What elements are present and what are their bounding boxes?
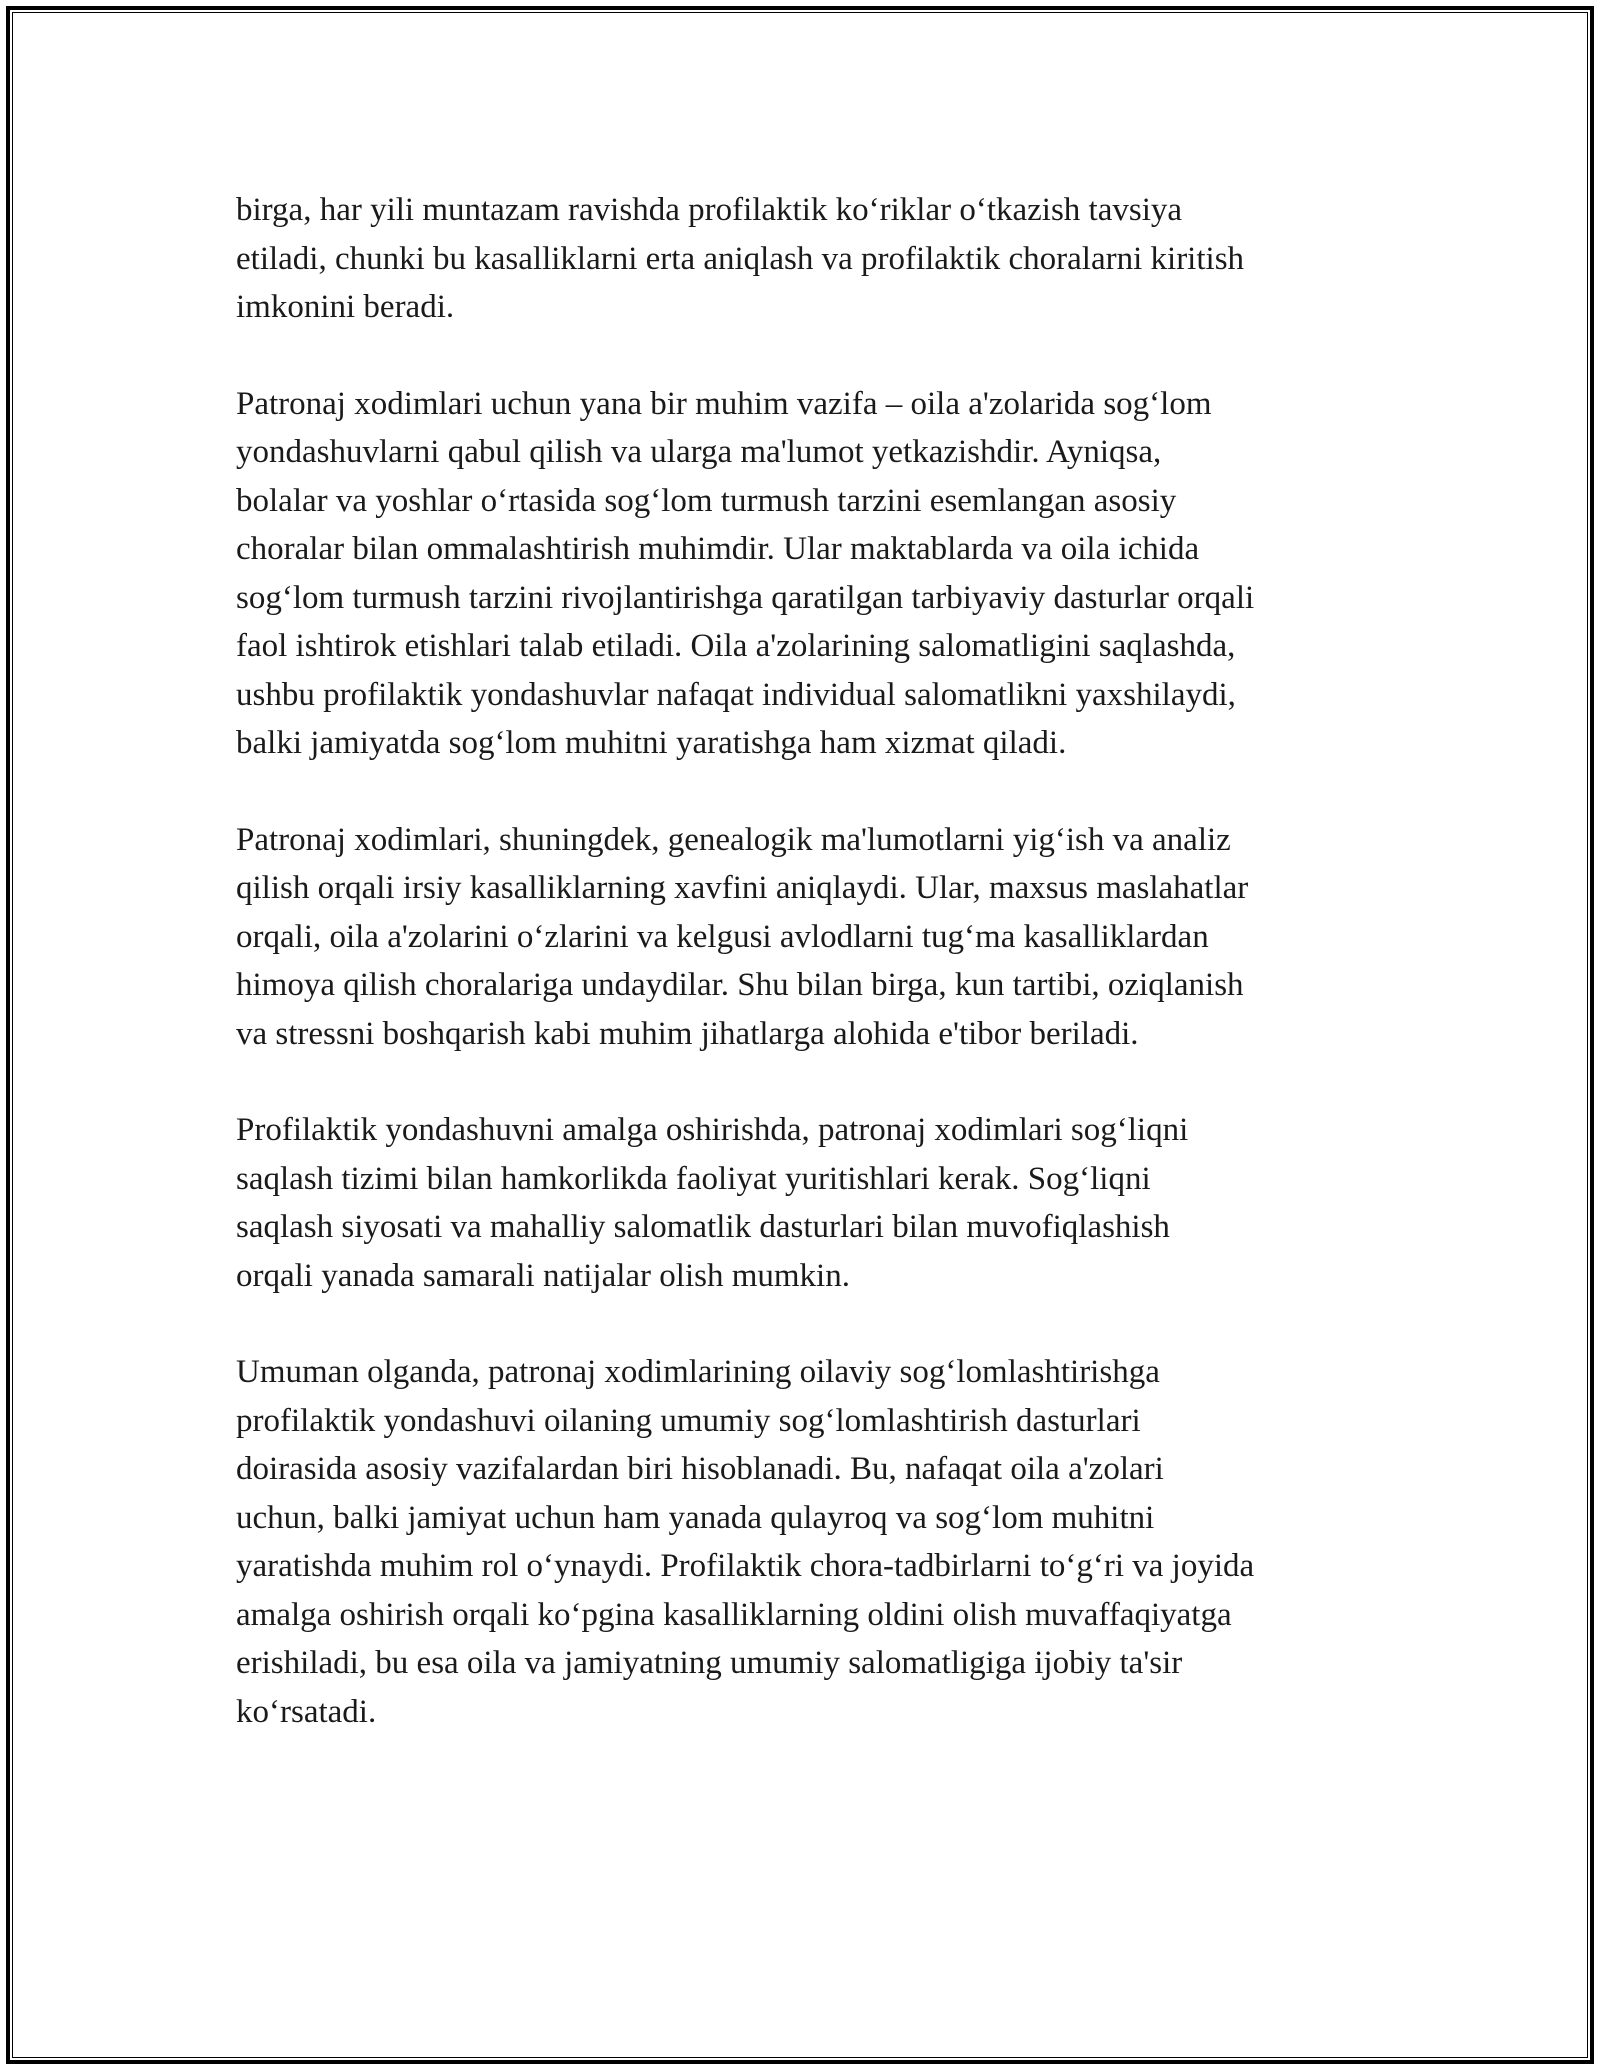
paragraph: birga, har yili muntazam ravishda profilaktik ko‘riklar o‘tkazish tavsiya etiladi, chunki bu kasalliklarni erta aniqlash va profilaktik choralarni kiritish imkonini beradi. [236, 192, 1245, 325]
paragraph: Patronaj xodimlari uchun yana bir muhim vazifa – oila a'zolarida sog‘lom yondashuvlarni qabul qilish va ularga ma'lumot yetkazishdir. Ayniqsa, bolalar va yoshlar o‘rtasida sog‘lom turmush tarzini esemlangan asosiy choralar bilan ommalashtirish muhimdir. Ular maktablarda va oila ichida sog‘lom turmush tarzini rivojlantirishga qaratilgan tarbiyaviy dasturlar orqali faol ishtirok etishlari talab etiladi. Oila a'zolarining salomatligini saqlashda, ushbu profilaktik yondashuvlar nafaqat individual salomatlikni yaxshilaydi, balki jamiyatda sog‘lom muhitni yaratishga ham xizmat qiladi. [236, 385, 1255, 761]
paragraph: Patronaj xodimlari, shuningdek, genealogik ma'lumotlarni yig‘ish va analiz qilish orqali irsiy kasalliklarning xavfini aniqlaydi. Ular, maxsus maslahatlar orqali, oila a'zolarini o‘zlarini va kelgusi avlodlarni tug‘ma kasalliklardan himoya qilish choralariga undaydilar. Shu bilan birga, kun tartibi, oziqlanish va stressni boshqarish kabi muhim jihatlarga alohida e'tibor beriladi. [236, 821, 1249, 1052]
paragraph: Umuman olganda, patronaj xodimlarining oilaviy sog‘lomlashtirishga profilaktik yondashuvi oilaning umumiy sog‘lomlashtirish dasturlari doirasida asosiy vazifalardan biri hisoblanadi. Bu, nafaqat oila a'zolari uchun, balki jamiyat uchun ham yanada qulayroq va sog‘lom muhitni yaratishda muhim rol o‘ynaydi. Profilaktik chora-tadbirlarni to‘g‘ri va joyida amalga oshirish orqali ko‘pgina kasalliklarning oldini olish muvaffaqiyatga erishiladi, bu esa oila va jamiyatning umumiy salomatligiga ijobiy ta'sir ko‘rsatadi. [236, 1354, 1255, 1730]
document-body [236, 186, 1376, 1784]
paragraph: Profilaktik yondashuvni amalga oshirishda, patronaj xodimlari sog‘liqni saqlash tizimi bilan hamkorlikda faoliyat yuritishlari kerak. Sog‘liqni saqlash siyosati va mahalliy salomatlik dasturlari bilan muvofiqlashish orqali yanada samarali natijalar olish mumkin. [236, 1112, 1189, 1294]
